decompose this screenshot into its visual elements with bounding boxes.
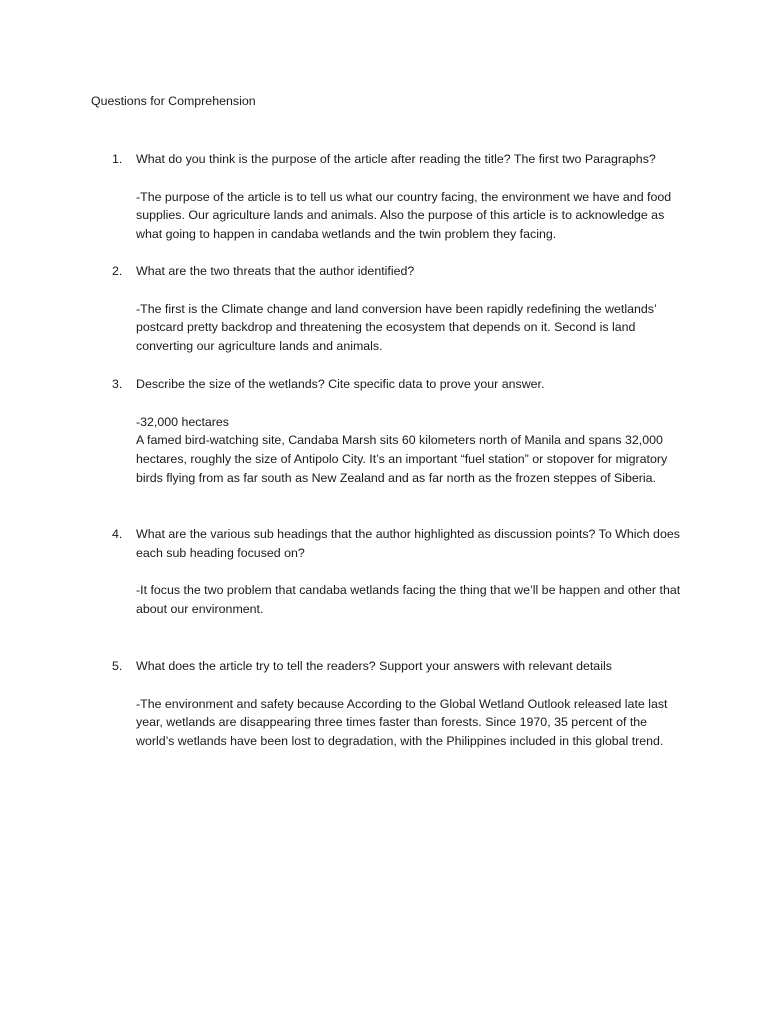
question-number: 5. [112,659,123,673]
question-text: What are the two threats that the author identified? [136,264,415,278]
question-text: What are the various sub headings that the author highlighted as discussion points? To Which does each sub heading focused on? [136,527,680,560]
answer-paragraph: -The first is the Climate change and land conversion have been rapidly redefining the wetlands’ postcard pretty backdrop and threatening the ecosystem that depends on it. Second is land converting our agriculture lands and animals. [136,301,657,354]
question-item [112,525,682,619]
question-text: Describe the size of the wetlands? Cite specific data to prove your answer. [136,377,545,391]
question-number: 1. [112,152,123,166]
answer-block [136,695,682,751]
answer-paragraph: -The purpose of the article is to tell us what our country facing, the environment we have and food supplies. Our agriculture lands and animals. Also the purpose of this article is to acknowledge as what going to happen in candaba wetlands and the twin problem they facing. [136,189,672,242]
answer-paragraph: -The environment and safety because According to the Global Wetland Outlook released late last year, wetlands are disappearing three times faster than forests. Since 1970, 35 percent of the world’s wetlands have been lost to degradation, with the Philippines included in this global trend. [136,696,668,749]
question-item [112,150,682,244]
answer-block [136,413,682,488]
answer-paragraph: A famed bird-watching site, Candaba Marsh sits 60 kilometers north of Manila and spans 32,000 hectares, roughly the size of Antipolo City. It’s an important “fuel station” or stopover for migratory birds flying from as far south as New Zealand and as far north as the frozen steppes of Siberia. [136,433,668,485]
question-number: 3. [112,377,123,391]
question-item [112,375,682,488]
answer-paragraph: -32,000 hectares [136,414,229,429]
question-item [112,657,682,751]
question-text: What does the article try to tell the readers? Support your answers with relevant details [136,659,612,673]
answer-block [136,300,682,356]
answer-paragraph: -It focus the two problem that candaba wetlands facing the thing that we’ll be happen and other that about our environment. [136,583,681,617]
question-text: What do you think is the purpose of the article after reading the title? The first two Paragraphs? [136,152,656,166]
answer-block [136,188,682,244]
question-number: 2. [112,264,123,278]
question-number: 4. [112,527,123,541]
document-title: Questions for Comprehension [91,94,256,108]
answer-block [136,581,682,619]
question-item [112,262,682,356]
